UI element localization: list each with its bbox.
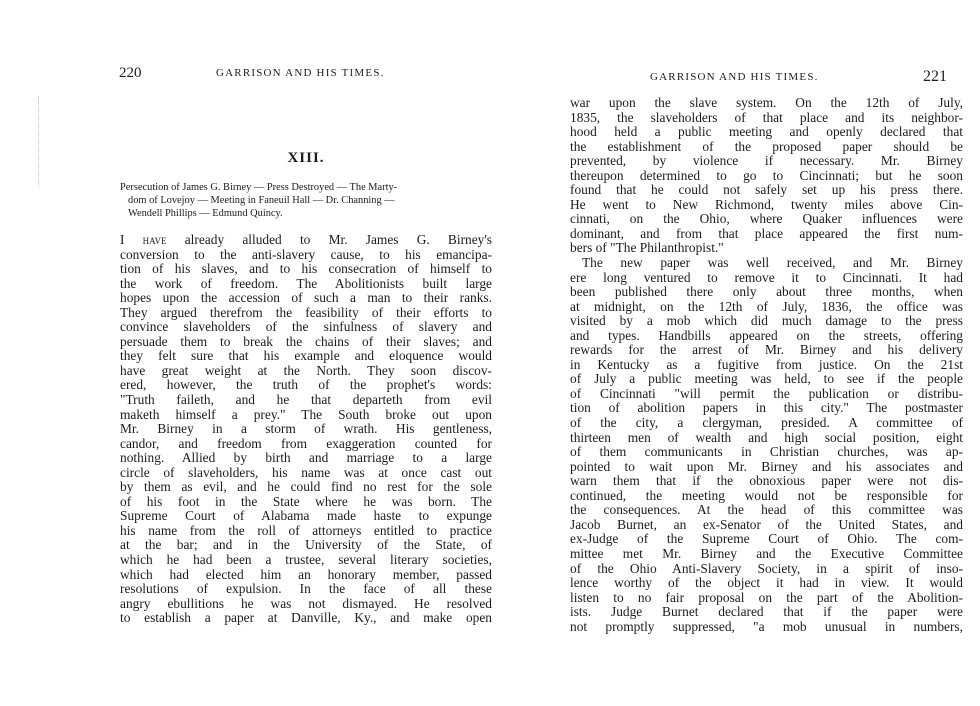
- first-line-rest: already alluded to Mr. James G. Birney's: [184, 232, 492, 247]
- text-line: found that he could not safely set up his press there.: [570, 182, 963, 198]
- left-page-number: 220: [119, 65, 142, 81]
- text-line: which had elected him an honorary member, passed: [120, 566, 492, 582]
- text-line: the consequences. At the head of this committee was: [570, 502, 963, 518]
- margin-marks: [38, 96, 41, 186]
- text-line: of the Ohio Anti-Slavery Society, in a spirit of inso-: [570, 560, 963, 576]
- synopsis-line: Persecution of James G. Birney — Press Destroyed — The Marty-: [120, 182, 398, 193]
- text-line: hopes upon the accession of such a man to their ranks.: [120, 290, 492, 306]
- text-line: They argued therefrom the feasibility of their efforts to: [120, 304, 492, 320]
- text-line: hood held a public meeting and openly declared that: [570, 124, 963, 140]
- text-line: candor, and freedom from exaggeration counted for: [120, 435, 492, 451]
- text-line: continued, the meeting would not be responsible for: [570, 487, 963, 503]
- text-line: cinnati, on the Ohio, where Quaker influences were: [570, 211, 963, 227]
- text-line: bers of "The Philanthropist.": [570, 240, 724, 256]
- text-line: Supreme Court of Alabama made haste to expunge: [120, 508, 492, 524]
- text-line: war upon the slave system. On the 12th of July,: [570, 95, 963, 110]
- text-line: circle of slaveholders, his name was at once cast out: [120, 464, 492, 480]
- text-line: of July a public meeting was held, to see if the people: [570, 371, 963, 387]
- text-line: been published there only about three months, when: [570, 284, 963, 300]
- text-line: convince slaveholders of the sinfulness of slavery and: [120, 319, 492, 335]
- text-line: warn them that if the obnoxious paper were not dis-: [570, 473, 963, 489]
- text-line: tion of abolition papers in this city." The postmaster: [570, 400, 963, 416]
- text-line: He went to New Richmond, twenty miles above Cin-: [570, 196, 963, 212]
- right-page: [490, 0, 980, 706]
- text-line: to establish a paper at Danville, Ky., and make open: [120, 610, 492, 626]
- text-line: by them as evil, and he could find no rest for the sole: [120, 479, 492, 495]
- text-line: The new paper was well received, and Mr. Birney: [582, 255, 963, 271]
- text-line: ered, however, the truth of the prophet's words:: [120, 377, 492, 393]
- text-line: 1835, the slaveholders of that place and its neighbor-: [570, 109, 963, 125]
- text-line: visited by a mob which did much damage to the press: [570, 313, 963, 329]
- text-line: angry ebullitions he was not dismayed. He resolved: [120, 595, 492, 611]
- text-line: which he had been a trustee, several literary societies,: [120, 552, 492, 568]
- text-line: listen to no fair proposal on the part of the Abolition-: [570, 589, 963, 605]
- text-line: "Truth faileth, and he that departeth from evil: [120, 392, 492, 408]
- text-line: prevented, by violence if necessary. Mr. Birney: [570, 153, 963, 169]
- text-line: rewards for the arrest of Mr. Birney and his delivery: [570, 342, 963, 358]
- text-line: they felt sure that his example and eloquence would: [120, 348, 492, 364]
- text-line: thereupon determined to go to Cincinnati; but he soon: [570, 167, 963, 183]
- text-line: lence worthy of the object it had in view. It would: [570, 575, 963, 591]
- text-line: resolutions of expulsion. In the face of all these: [120, 581, 492, 597]
- chapter-synopsis: [120, 181, 492, 220]
- left-body-text: [120, 233, 492, 626]
- text-line: tion of his slaves, and to his consecration of himself to: [120, 261, 492, 277]
- text-line: conversion to the anti-slavery cause, to his emancipa-: [120, 246, 492, 262]
- text-line: at the bar; and in the University of the State, of: [120, 537, 492, 553]
- text-line: persuade them to break the chains of their slaves; and: [120, 333, 492, 349]
- text-line: mittee met Mr. Birney and the Executive Committee: [570, 545, 963, 561]
- text-line: ere long ventured to remove it to Cincinnati. It had: [570, 269, 963, 285]
- text-line: ists. Judge Burnet declared that if the paper were: [570, 604, 963, 620]
- text-line: Mr. Birney in a storm of wrath. His gentleness,: [120, 421, 492, 437]
- text-line: nothing. Allied by birth and marriage to a large: [120, 450, 492, 466]
- dropcap-word: I have: [120, 232, 167, 247]
- text-line: of the city, a clergyman, presided. A committee of: [570, 415, 963, 431]
- text-line: the work of freedom. The Abolitionists built large: [120, 275, 492, 291]
- right-running-head: GARRISON AND HIS TIMES.: [650, 71, 819, 83]
- text-line: not promptly suppressed, "a mob unusual in numbers,: [570, 618, 963, 634]
- text-line: his name from the roll of attorneys entitled to practice: [120, 522, 492, 538]
- text-line: maketh himself a prey." The South broke out upon: [120, 406, 492, 422]
- synopsis-line: dom of Lovejoy — Meeting in Faneuil Hall — Dr. Channing —: [128, 195, 395, 206]
- text-line: Jacob Burnet, an ex-Senator of the United States, and: [570, 516, 963, 532]
- text-line: have great weight at the North. They soon discov-: [120, 362, 492, 378]
- text-line: at midnight, on the 12th of July, 1836, the office was: [570, 298, 963, 314]
- text-line: dominant, and from that place appeared the first num-: [570, 225, 963, 241]
- first-line: [120, 233, 492, 248]
- right-body-text: [570, 96, 963, 634]
- synopsis-line: Wendell Phillips — Edmund Quincy.: [128, 208, 283, 219]
- text-line: of his foot in the State where he was born. The: [120, 493, 492, 509]
- text-line: thirteen men of wealth and high social position, eight: [570, 429, 963, 445]
- text-line: and types. Handbills appeared on the streets, offering: [570, 327, 963, 343]
- text-line: of Cincinnati "will permit the publication or distribu-: [570, 385, 963, 401]
- text-line: the establishment of the proposed paper should be: [570, 138, 963, 154]
- text-line: ex-Judge of the Supreme Court of Ohio. The com-: [570, 531, 963, 547]
- right-page-number: 221: [923, 68, 947, 85]
- text-line: of them communicants in Christian churches, was ap-: [570, 444, 963, 460]
- left-running-head: GARRISON AND HIS TIMES.: [216, 67, 385, 79]
- text-line: pointed to wait upon Mr. Birney and his associates and: [570, 458, 963, 474]
- text-line: in Kentucky as a fugitive from justice. On the 21st: [570, 356, 963, 372]
- chapter-title: XIII.: [287, 150, 325, 166]
